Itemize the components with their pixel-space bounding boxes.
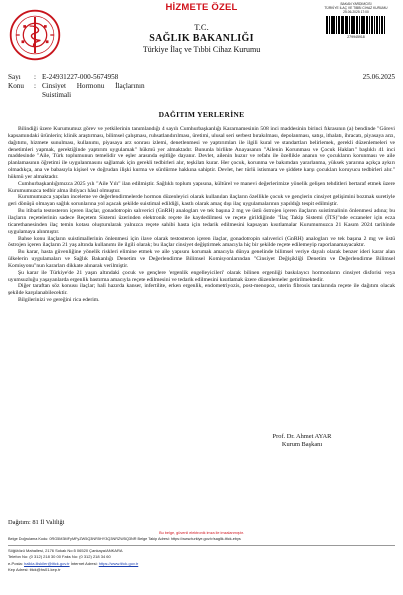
institution-header <box>90 22 313 55</box>
konu-line-1: Cinsiyet Hormonu İlaçlarının <box>42 82 145 90</box>
body-paragraph-5: Bahse konu ilaçların suistimallerinin önlenmesi için ilave olarak testosteron içeren ilaçlar, gonadotropin salıverici (GnRH) analogları ve tek başına 2 mg ve üstü östrojen içeren ilaçların 21 yaş altında kullanımı ile ilgili olarak; bu ilaçlar cinsiyet değiştirmek amacıyla hiç bir şekilde reçete edilemeyip raporlanamayacaktır. <box>8 235 395 249</box>
barcode-bar <box>345 16 346 34</box>
body-paragraph-8: Diğer taraftan söz konusu ilaçlar; hali hazırda kanser, infertilite, erken ergenlik, endometriyozis, post-menopoz, uterin fibrosis tanılarında reçete ile dağıtım olacak şekilde karşılanabilecektir. <box>8 283 395 297</box>
body-paragraph-3: Kurumumuzca yapılan inceleme ve değerlendirmelerde hormon düzenleyici olarak kullanılan ilaçların özellikle çocuk ve gençlerin cinsiyet gelişimini bozmak suretiyle geri dönüşü olmayan sağlık sorunlarına yol açacak şekilde suistimal edildiği, kastlı olarak amaç dışı ilaç uygulamalarının yapıldığı tespit edilmiştir. <box>8 194 395 208</box>
konu-colon: : <box>34 82 36 90</box>
footer-divider <box>8 545 395 546</box>
barcode-bar <box>332 16 334 34</box>
konu-line-2: Suistimali <box>42 91 72 99</box>
footer-web-link[interactable]: https://www.titck.gov.tr <box>98 560 139 566</box>
barcode <box>315 16 397 34</box>
footer-address: Söğütözü Mahallesi, 2176 Sokak No:5 06520 Çankaya/ANKARA <box>8 548 123 553</box>
registry-stamp <box>315 3 397 61</box>
meta-konu-row <box>8 82 395 100</box>
body-paragraph-6: Bu karar, hasta güvenliğine yönelik riskleri elimine etmek ve aile yapısını korumak amacıyla dünya genelinde bilimsel veriye dayalı olarak benzer ideri karar alan ülkelerin uygulamaları ve Sağlık Bakanlığı Denetim ve Değerlendirme Bilimsel Komisyonlarından "Cinsiyet Değişikliği Denetim ve Değerlendirme Bilimsel Komisyonu"nun kararları dikkate alınarak verilmiştir. <box>8 249 395 269</box>
barcode-bar <box>364 16 365 34</box>
body-paragraph-4: Bu itibarla testosteron içeren ilaçlar, gonadotropin salıverici (GnRH) analogları ve tek başına 2 mg ve üstü östrojen içeren ilaçların suistimalinin önlenmesi adına; bu ilaçların reçetelerinin sadece Reçetem Sistemi üzerinden elektronik reçete ile kaydedilmesi ve reçete girildiğinde "İlaç Takip Sistemi (İTS)"nde eczaneler için ecza ticarethanesinden ilaç temin kotası oluşturularak yalnızca reçete sahibi hasta için tedarik edilmesini kapsayan kısıtlamalar Kurumumuzca 21 Kasım 2024 tarihinde uygulamaya alınmıştır. <box>8 208 395 235</box>
sayi-label: Sayı <box>8 73 21 81</box>
barcode-bar <box>342 16 344 34</box>
footer-email-label: e-Posta: <box>8 560 23 566</box>
footer-phone: Telefon No: (0 312) 218 30 00 Faks No: (0 312) 218 34 60 <box>8 554 111 560</box>
stamp-line-3: 25.06.2025 17:00 <box>343 9 369 14</box>
signer-title: Kurum Başkanı <box>281 441 323 448</box>
distribution-list: Dağıtım: 81 İl Valiliği <box>8 519 65 526</box>
letter-date: 25.06.2025 <box>362 73 395 81</box>
footer-web-label: İnternet Adresi: <box>70 560 98 566</box>
barcode-bar <box>362 16 364 34</box>
sayi-value: E-24931227-000-5674958 <box>42 73 119 81</box>
barcode-bar <box>349 16 350 34</box>
konu-value <box>42 82 145 100</box>
e-signature-notice: Bu belge, güvenli elektronik imza ile imzalanmıştır. <box>159 531 244 535</box>
footer-contact <box>8 548 395 573</box>
barcode-bar <box>329 16 330 34</box>
signer-name: Prof. Dr. Ahmet AYAR <box>272 433 332 440</box>
barcode-number: 279945918 <box>347 34 365 39</box>
service-classification-badge: HİZMETE ÖZEL <box>165 2 238 13</box>
header-line-agency: Türkiye İlaç ve Tıbbi Cihaz Kurumu <box>142 45 261 54</box>
body-paragraph-2: Cumhurbaşkanlığımızca 2025 yılı "Aile Yılı" ilan edilmiştir. Sağlıklı toplum yapısına, kültürel ve manevi değerlerimize yönelik gelişen tehditleri bertaraf etmek üzere Kurumumuzca tedbir alma ihtiyacı hâsıl olmuştur. <box>8 180 395 194</box>
ministry-of-health-logo <box>8 8 62 62</box>
header-line-tc: T.C. <box>194 22 209 32</box>
footer-email-link[interactable]: halkla.iliskiler@titck.gov.tr <box>24 560 70 566</box>
body-paragraph-9: Bilgilerinizi ve gereğini rica ederim. <box>18 297 100 304</box>
barcode-bar <box>334 16 335 34</box>
barcode-bar <box>339 16 340 34</box>
header-line-ministry: SAĞLIK BAKANLIĞI <box>149 33 254 44</box>
verification-line: Belge Doğrulama Kodu: 0RG5M3MFyMFyZW5Q3NR5HY3Q3NRZW5Q3NR Belge Takip Adresi: https://www.turkiye.gov.tr/saglik-titck-ebys <box>8 537 241 541</box>
letter-body <box>8 126 395 304</box>
konu-label: Konu <box>8 82 24 90</box>
barcode-bar <box>359 16 360 34</box>
footer-kep: Kep Adresi: titck@hs01.kep.tr <box>8 566 61 572</box>
barcode-bar <box>374 16 376 34</box>
meta-sayi-row <box>8 73 395 82</box>
distribution-title: DAĞITIM YERLERİNE <box>158 110 245 119</box>
stamp-line-1: BAKAN YARDIMCISI <box>340 2 372 6</box>
letter-meta <box>8 73 395 100</box>
sayi-colon: : <box>34 73 36 81</box>
barcode-bar <box>369 16 370 34</box>
barcode-bar <box>354 16 355 34</box>
body-paragraph-1: Bilindiği üzere Kurumumuz görev ve yetkilerinin tanımlandığı 4 sayılı Cumhurbaşkanlığı Kararnamesinin 508 inci maddesinin birinci fıkrasının (a) bendinde "Görevi kapsamındaki ürünlerin; klinik araştırması, bilimsel çalışması, ruhsatlandırılması, üretimi, ulusal seri serbest bırakılması, depolanması, satışı, ithalatı, ihracatı, piyasaya arzı, dağıtımı, hizmete sunulması, kullanımı, piyasaya arz sonrası izlemi, denetlenmesi ve yaptırımları ile ilgili kural ve standartları belirlemek, gerekli düzenlemeleri ve denetimleri yapmak, gerektiğinde yaptırım uygulamak" hükmü yer almaktadır. Bununla birlikte Anayasanın "Ailenin Korunması ve Çocuk Hakları" başlıklı 41 inci maddesinde "Aile, Türk toplumunun temelidir ve eşler arasında eşitliğe dayanır. Devlet, ailenin huzur ve refahı ile özellikle ananın ve çocukların korunması ve aile planlamasının öğretimi ile uygulanmasını sağlamak için gerekli tedbirleri alır, teşkilatı kurar. Her çocuk, korunma ve bakımdan yararlanma, yüksek yararına açıkça aykırı olmadıkça, ana ve babasıyla kişisel ve doğrudan ilişki kurma ve sürdürme hakkına sahiptir. Devlet, her türlü istismara ve şiddete karşı çocukları koruyucu tedbirleri alır." hükmü yer almaktadır. <box>8 126 395 180</box>
barcode-bar <box>384 16 385 34</box>
body-paragraph-7: Şu karar ile Türkiye'de 21 yaşın altındaki çocuk ve gençlere 'ergenlik engelleyicileri' olarak bilinen ergenliği baskılayıcı hormonların cinsiyet disforisi veya uyumsuzluğu yaşayanlarda ergenlik bastırma amacıyla reçete edilmesini ve tedarik edilmesini kısıtlamak üzere düzenlemeler getirilmektedir. <box>8 269 395 283</box>
signature-block <box>262 433 342 449</box>
stamp-line-2: TÜRKİYE İLAÇ VE TIBBİ CİHAZ KURUMU <box>324 5 388 10</box>
barcode-bar <box>379 16 380 34</box>
